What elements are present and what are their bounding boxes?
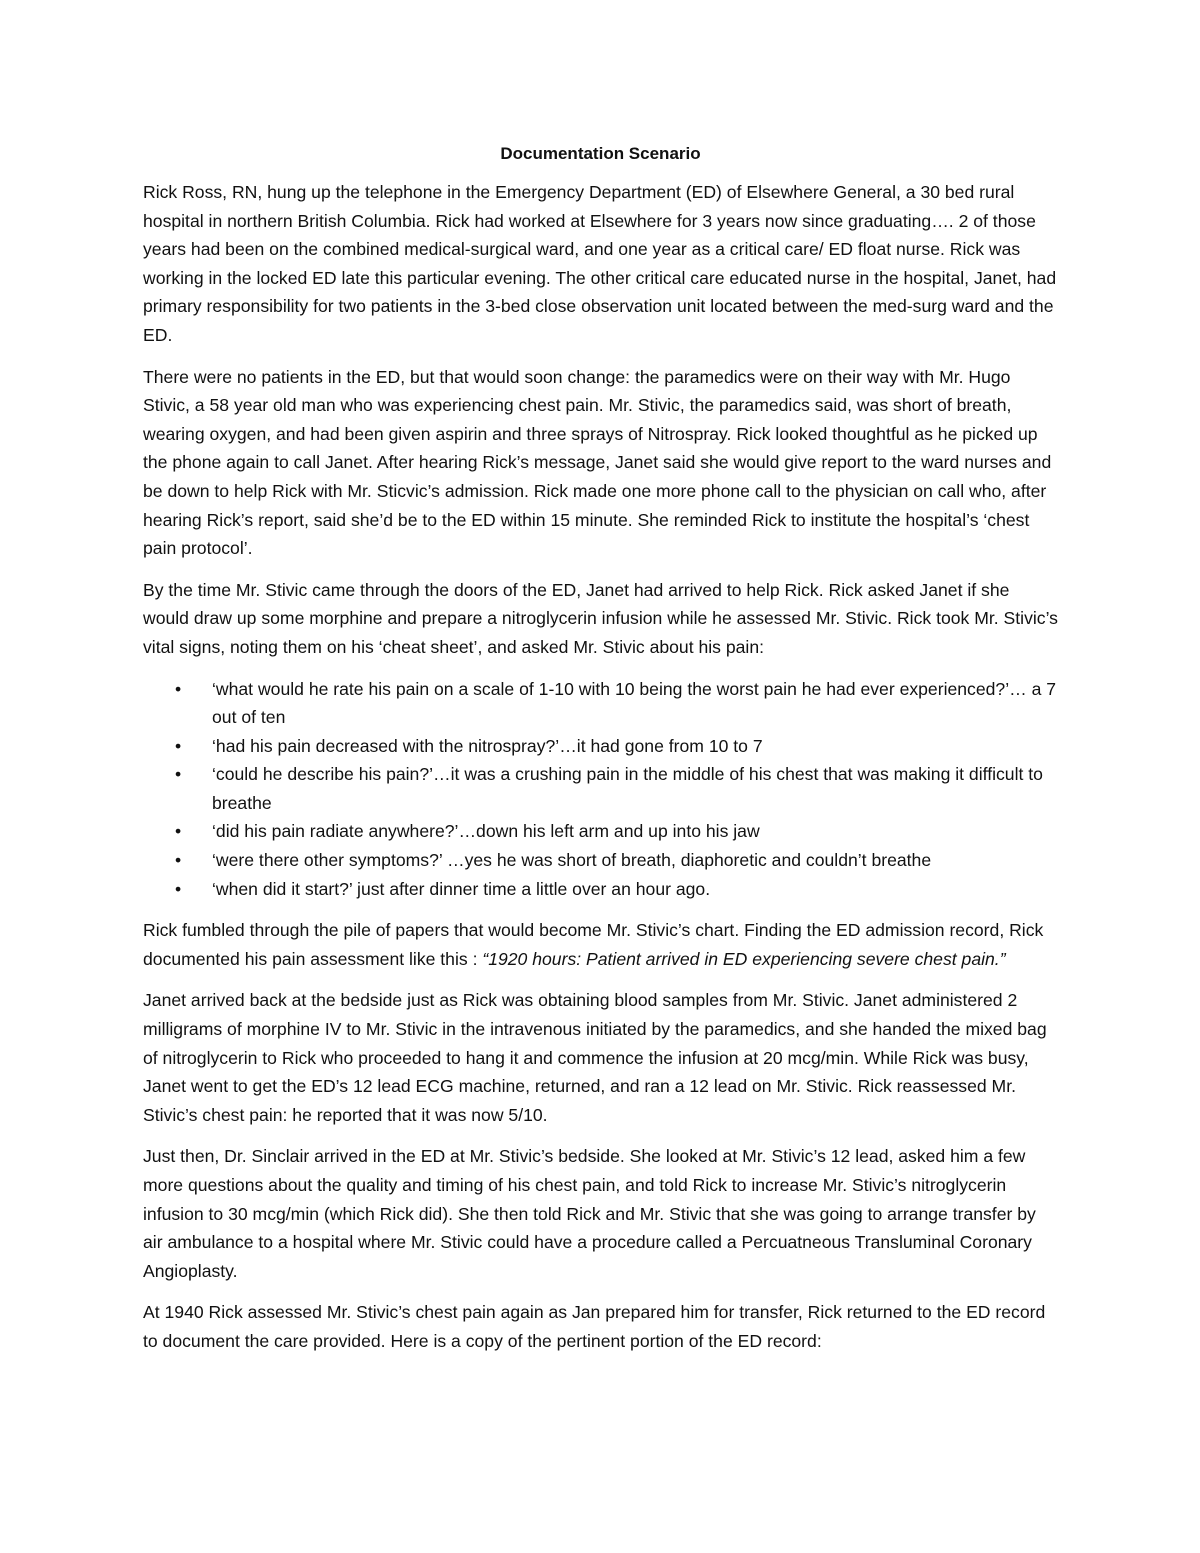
- paragraph-treatment: Janet arrived back at the bedside just as Rick was obtaining blood samples from Mr. Stivic. Janet administered 2 milligrams of morphine IV to Mr. Stivic in the intravenous initiated by the paramedics, and she handed the mixed bag of nitroglycerin to Rick who proceeded to hang it and commence the infusion at 20 mcg/min. While Rick was busy, Janet went to get the ED’s 12 lead ECG machine, returned, and ran a 12 lead on Mr. Stivic. Rick reassessed Mr. Stivic’s chest pain: he reported that it was now 5/10.: [143, 990, 1047, 1125]
- document-title: Documentation Scenario: [500, 144, 701, 163]
- paragraph-physician: Just then, Dr. Sinclair arrived in the ED at Mr. Stivic’s bedside. She looked at Mr. Stivic’s 12 lead, asked him a few more questions about the quality and timing of his chest pain, and told Rick to increase Mr. Stivic’s nitroglycerin infusion to 30 mcg/min (which Rick did). She then told Rick and Mr. Stivic that she was going to arrange transfer by air ambulance to a hospital where Mr. Stivic could have a procedure called a Percuatneous Transluminal Coronary Angioplasty.: [143, 1146, 1036, 1281]
- list-item: [175, 760, 1058, 817]
- bullet-icon: •: [175, 821, 182, 842]
- paragraph-arrival: By the time Mr. Stivic came through the doors of the ED, Janet had arrived to help Rick. Rick asked Janet if she would draw up some morphine and prepare a nitroglycerin infusion while he assessed Mr. Stivic. Rick took Mr. Stivic’s vital signs, noting them on his ‘cheat sheet’, and asked Mr. Stivic about his pain:: [143, 579, 1058, 657]
- bullet-icon: •: [175, 678, 182, 699]
- list-item: [175, 846, 1058, 875]
- list-item: [175, 875, 1058, 904]
- list-item-text: ‘could he describe his pain?’…it was a crushing pain in the middle of his chest that was making it difficult to breathe: [212, 764, 1043, 813]
- list-item-text: ‘had his pain decreased with the nitrospray?’…it had gone from 10 to 7: [212, 735, 763, 756]
- bullet-icon: •: [175, 764, 182, 785]
- pain-assessment-list: [143, 675, 1058, 904]
- list-item: [175, 675, 1058, 732]
- list-item: [175, 817, 1058, 846]
- bullet-icon: •: [175, 735, 182, 756]
- paragraph-documentation-text: Rick fumbled through the pile of papers that would become Mr. Stivic’s chart. Finding the ED admission record, Rick documented his pain assessment like this :: [143, 920, 1044, 969]
- paragraph-documentation: [143, 916, 1058, 973]
- list-item-text: ‘when did it start?’ just after dinner time a little over an hour ago.: [212, 878, 711, 899]
- document-page: [143, 140, 1058, 1369]
- paragraph-paramedics: There were no patients in the ED, but that would soon change: the paramedics were on their way with Mr. Hugo Stivic, a 58 year old man who was experiencing chest pain. Mr. Stivic, the paramedics said, was short of breath, wearing oxygen, and had been given aspirin and three sprays of Nitrospray. Rick looked thoughtful as he picked up the phone again to call Janet. After hearing Rick’s message, Janet said she would give report to the ward nurses and be down to help Rick with Mr. Sticvic’s admission. Rick made one more phone call to the physician on call who, after hearing Rick’s report, said she’d be to the ED within 15 minute. She reminded Rick to institute the hospital’s ‘chest pain protocol’.: [143, 366, 1052, 559]
- paragraph-transfer: At 1940 Rick assessed Mr. Stivic’s chest pain again as Jan prepared him for transfer, Rick returned to the ED record to document the care provided. Here is a copy of the pertinent portion of the ED record:: [143, 1302, 1046, 1351]
- bullet-icon: •: [175, 878, 182, 899]
- documentation-quote: “1920 hours: Patient arrived in ED experiencing severe chest pain.”: [482, 948, 1006, 969]
- bullet-icon: •: [175, 850, 182, 871]
- list-item: [175, 732, 1058, 761]
- list-item-text: ‘did his pain radiate anywhere?’…down his left arm and up into his jaw: [212, 821, 760, 842]
- paragraph-intro: Rick Ross, RN, hung up the telephone in the Emergency Department (ED) of Elsewhere General, a 30 bed rural hospital in northern British Columbia. Rick had worked at Elsewhere for 3 years now since graduating…. 2 of those years had been on the combined medical-surgical ward, and one year as a critical care/ ED float nurse. Rick was working in the locked ED late this particular evening. The other critical care educated nurse in the hospital, Janet, had primary responsibility for two patients in the 3-bed close observation unit located between the med-surg ward and the ED.: [143, 182, 1057, 345]
- list-item-text: ‘were there other symptoms?’ …yes he was short of breath, diaphoretic and couldn’t breathe: [212, 850, 932, 871]
- list-item-text: ‘what would he rate his pain on a scale of 1-10 with 10 being the worst pain he had ever experienced?’… a 7 out of ten: [212, 678, 1057, 728]
